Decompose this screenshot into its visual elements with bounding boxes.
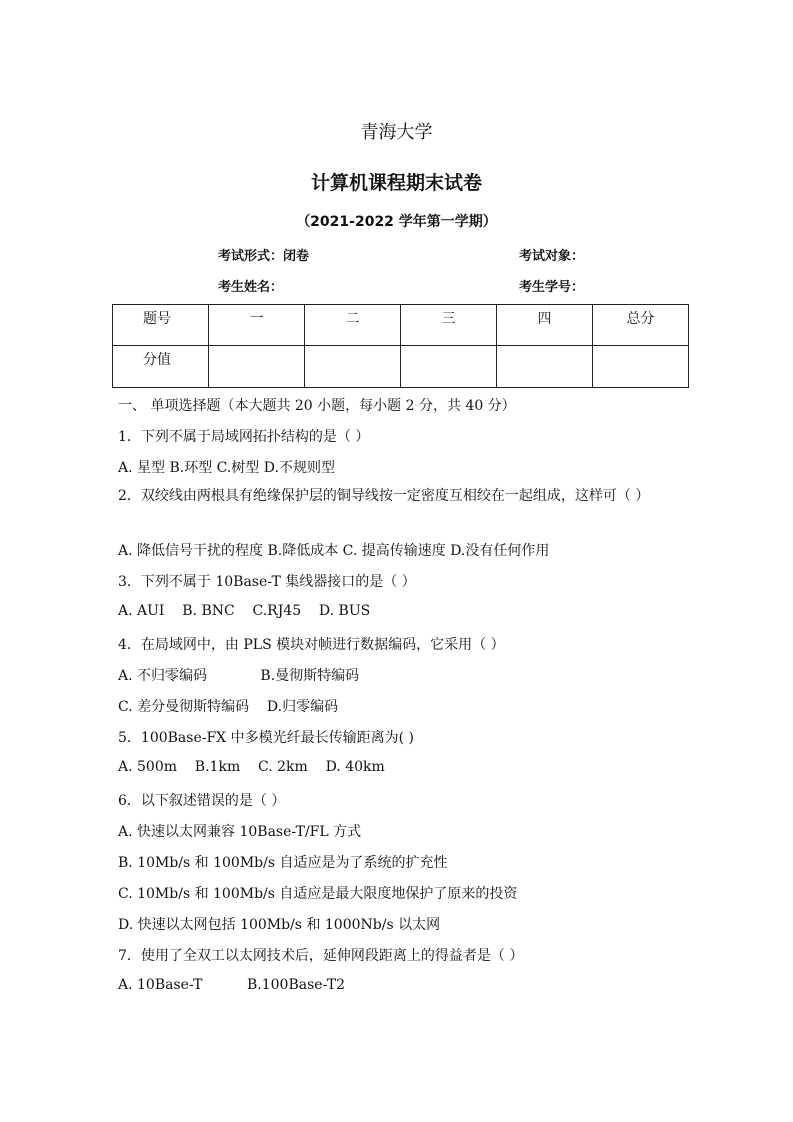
question-stem: 4．在局域网中，由 PLS 模块对帧进行数据编码，它采用（ ） [118, 637, 505, 653]
student-name-label: 考生姓名： [218, 280, 284, 295]
question-option: A. AUI B. BNC C.RJ45 D. BUS [118, 603, 371, 619]
score-table-header-row [113, 305, 689, 346]
question-option: B. 10Mb/s 和 100Mb/s 自适应是为了系统的扩充性 [118, 855, 448, 871]
section-heading: 一、 单项选择题（本大题共 20 小题，每小题 2 分，共 40 分） [118, 398, 516, 414]
exam-term: （2021-2022 学年第一学期） [296, 214, 497, 230]
question-option: D. 快速以太网包括 100Mb/s 和 1000Nb/s 以太网 [118, 917, 441, 933]
question-option: A. 快速以太网兼容 10Base-T/FL 方式 [118, 824, 362, 840]
score-table [112, 304, 689, 388]
question-stem: 7．使用了全双工以太网技术后，延伸网段距离上的得益者是（ ） [118, 948, 524, 964]
score-value-label: 分值 [113, 346, 209, 388]
question-option: C. 10Mb/s 和 100Mb/s 自适应是最大限度地保护了原来的投资 [118, 886, 518, 902]
score-header-cell: 题号 [113, 305, 209, 346]
question-stem: 5．100Base-FX 中多模光纤最长传输距离为( ) [118, 730, 414, 746]
score-header-cell: 四 [497, 305, 593, 346]
question-stem: 6．以下叙述错误的是（ ） [118, 793, 286, 809]
question-option: A. 星型 B.环型 C.树型 D.不规则型 [118, 460, 335, 476]
question-option: A. 降低信号干扰的程度 B.降低成本 C. 提高传输速度 D.没有任何作用 [118, 543, 550, 559]
question-option: A. 10Base-T B.100Base-T2 [118, 977, 346, 993]
score-header-cell: 总分 [593, 305, 689, 346]
score-header-cell: 三 [401, 305, 497, 346]
score-value-cell [593, 346, 689, 388]
question-option: A. 不归零编码 B.曼彻斯特编码 [118, 668, 360, 684]
exam-title: 计算机课程期末试卷 [310, 172, 482, 194]
score-value-cell [401, 346, 497, 388]
question-stem: 3．下列不属于 10Base-T 集线器接口的是（ ） [118, 574, 416, 590]
exam-form-label: 考试形式：闭卷 [218, 249, 310, 264]
university-name: 青海大学 [360, 122, 433, 143]
exam-target-label: 考试对象： [519, 249, 585, 264]
student-id-label: 考生学号： [519, 280, 585, 295]
score-value-cell [305, 346, 401, 388]
question-option: C. 差分曼彻斯特编码 D.归零编码 [118, 699, 339, 715]
score-value-cell [209, 346, 305, 388]
score-header-cell: 一 [209, 305, 305, 346]
question-stem: 1．下列不属于局域网拓扑结构的是（ ） [118, 429, 370, 445]
question-stem: 2．双绞线由两根具有绝缘保护层的铜导线按一定密度互相绞在一起组成，这样可（ ） [118, 488, 650, 504]
question-option: A. 500m B.1km C. 2km D. 40km [118, 759, 385, 775]
score-header-cell: 二 [305, 305, 401, 346]
score-value-cell [497, 346, 593, 388]
score-table-value-row [113, 346, 689, 388]
